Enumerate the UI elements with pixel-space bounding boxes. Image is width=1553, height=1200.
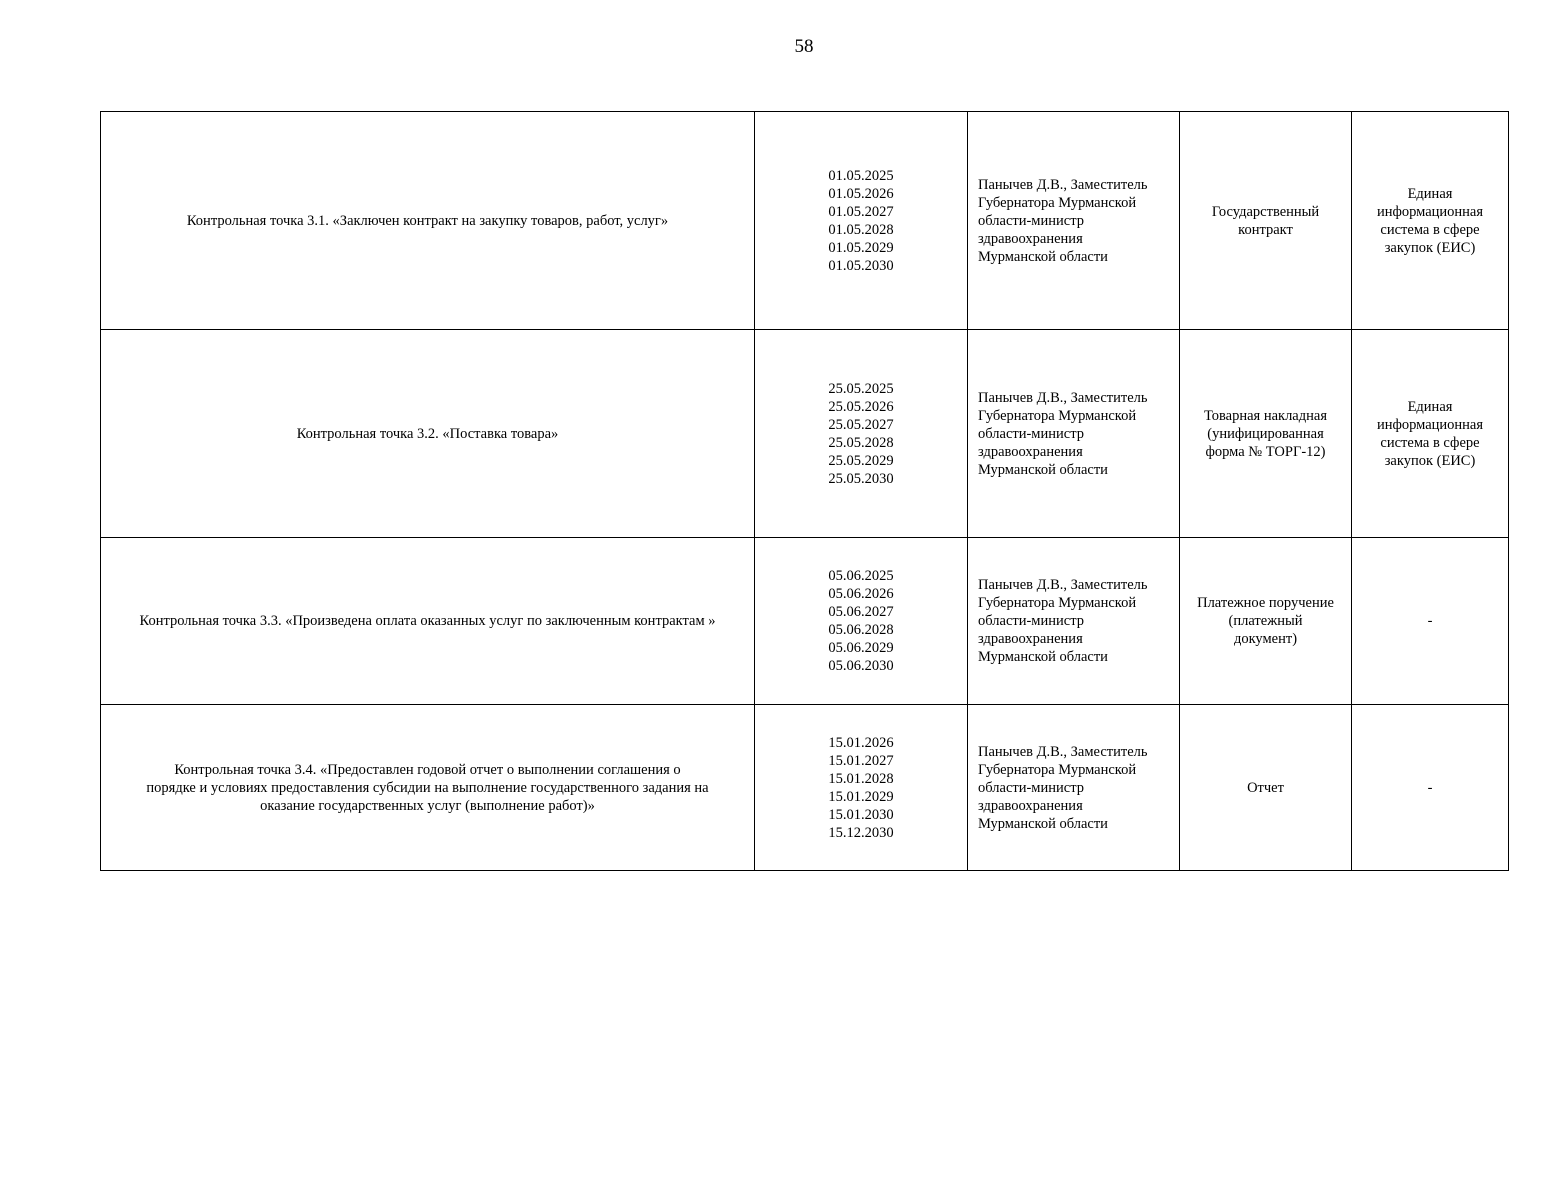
document-cell — [1180, 705, 1352, 871]
control-point-name-cell — [101, 330, 755, 538]
responsible-cell — [968, 538, 1180, 705]
document-cell — [1180, 330, 1352, 538]
date: 25.05.2030 — [828, 470, 894, 487]
date: 15.01.2030 — [828, 806, 894, 823]
system-line: - — [1427, 613, 1433, 629]
responsible-line: Панычев Д.В., Заместитель — [978, 577, 1148, 593]
responsible-line: области-министр — [978, 212, 1084, 229]
date: 25.05.2026 — [828, 398, 894, 415]
responsible-line: Панычев Д.В., Заместитель — [978, 743, 1148, 760]
date: 25.05.2028 — [828, 434, 894, 451]
control-point-name: Контрольная точка 3.2. «Поставка товара» — [296, 425, 559, 442]
date: 15.01.2027 — [828, 752, 894, 769]
responsible-line: Мурманской области — [978, 248, 1108, 265]
page-number: 58 — [794, 36, 814, 57]
system-cell — [1352, 705, 1509, 871]
control-point-name-cell — [101, 538, 755, 705]
table-row — [101, 538, 1509, 705]
responsible-line: Губернатора Мурманской — [978, 194, 1137, 211]
document-line: форма № ТОРГ-12) — [1205, 443, 1326, 460]
date: 01.05.2025 — [828, 167, 894, 184]
control-point-name-line: Контрольная точка 3.4. «Предоставлен годовой отчет о выполнении соглашения о — [174, 761, 681, 778]
date: 01.05.2028 — [828, 221, 894, 238]
control-points-table — [100, 111, 1509, 871]
system-line: информационная — [1376, 416, 1484, 433]
date: 25.05.2029 — [828, 452, 894, 469]
date: 01.05.2027 — [828, 203, 894, 220]
responsible-line: области-министр — [978, 425, 1084, 442]
table-row — [101, 330, 1509, 538]
document-line: (унифицированная — [1207, 425, 1324, 442]
system-line: - — [1427, 779, 1433, 796]
control-point-name-line: порядке и условиях предоставления субсидии на выполнение государственного задания на — [146, 779, 709, 796]
control-point-name: Контрольная точка 3.3. «Произведена оплата оказанных услуг по заключенным контрактам » — [139, 613, 716, 629]
system-line: система в сфере — [1380, 221, 1480, 238]
system-line: закупок (ЕИС) — [1384, 239, 1476, 256]
control-point-name: Контрольная точка 3.1. «Заключен контракт на закупку товаров, работ, услуг» — [186, 212, 669, 229]
responsible-line: здравоохранения — [978, 631, 1083, 647]
control-point-name-cell — [101, 705, 755, 871]
system-cell — [1352, 330, 1509, 538]
system-line: Единая — [1407, 185, 1453, 202]
control-point-name-cell — [101, 112, 755, 330]
table-row — [101, 112, 1509, 330]
dates-cell — [755, 330, 968, 538]
document-cell — [1180, 538, 1352, 705]
table-row — [101, 705, 1509, 871]
dates-cell — [755, 705, 968, 871]
responsible-line: Мурманской области — [978, 649, 1108, 665]
document-line: документ) — [1233, 631, 1298, 647]
date: 05.06.2027 — [828, 604, 894, 620]
responsible-line: Губернатора Мурманской — [978, 761, 1137, 778]
document-line: контракт — [1238, 221, 1293, 238]
system-line: Единая — [1407, 398, 1453, 415]
responsible-line: здравоохранения — [978, 230, 1083, 247]
date: 15.01.2029 — [828, 788, 894, 805]
responsible-line: Панычев Д.В., Заместитель — [978, 389, 1148, 406]
responsible-line: Панычев Д.В., Заместитель — [978, 176, 1148, 193]
document-line: (платежный — [1228, 613, 1303, 629]
responsible-line: области-министр — [978, 779, 1084, 796]
system-cell — [1352, 112, 1509, 330]
date: 01.05.2029 — [828, 239, 894, 256]
date: 05.06.2025 — [828, 568, 894, 584]
responsible-line: Мурманской области — [978, 461, 1108, 478]
responsible-line: Мурманской области — [978, 815, 1108, 832]
date: 05.06.2030 — [828, 658, 894, 674]
responsible-line: здравоохранения — [978, 443, 1083, 460]
document-line: Государственный — [1211, 203, 1320, 220]
control-point-name-line: оказание государственных услуг (выполнение работ)» — [260, 797, 595, 814]
responsible-line: области-министр — [978, 613, 1084, 629]
dates-cell — [755, 538, 968, 705]
document-line: Товарная накладная — [1203, 407, 1327, 424]
system-line: информационная — [1376, 203, 1484, 220]
responsible-line: здравоохранения — [978, 797, 1083, 814]
date: 01.05.2026 — [828, 185, 894, 202]
system-line: закупок (ЕИС) — [1384, 452, 1476, 469]
date: 05.06.2026 — [828, 586, 894, 602]
responsible-line: Губернатора Мурманской — [978, 407, 1137, 424]
responsible-cell — [968, 112, 1180, 330]
responsible-line: Губернатора Мурманской — [978, 595, 1137, 611]
date: 01.05.2030 — [828, 257, 894, 274]
responsible-cell — [968, 330, 1180, 538]
date: 25.05.2027 — [828, 416, 894, 433]
document-line: Платежное поручение — [1197, 595, 1334, 611]
date: 15.12.2030 — [828, 824, 894, 841]
system-cell — [1352, 538, 1509, 705]
date: 15.01.2026 — [828, 734, 894, 751]
document-cell — [1180, 112, 1352, 330]
date: 05.06.2029 — [828, 640, 894, 656]
dates-cell — [755, 112, 968, 330]
document-line: Отчет — [1247, 779, 1284, 796]
date: 15.01.2028 — [828, 770, 894, 787]
system-line: система в сфере — [1380, 434, 1480, 451]
date: 25.05.2025 — [828, 380, 894, 397]
date: 05.06.2028 — [828, 622, 894, 638]
responsible-cell — [968, 705, 1180, 871]
